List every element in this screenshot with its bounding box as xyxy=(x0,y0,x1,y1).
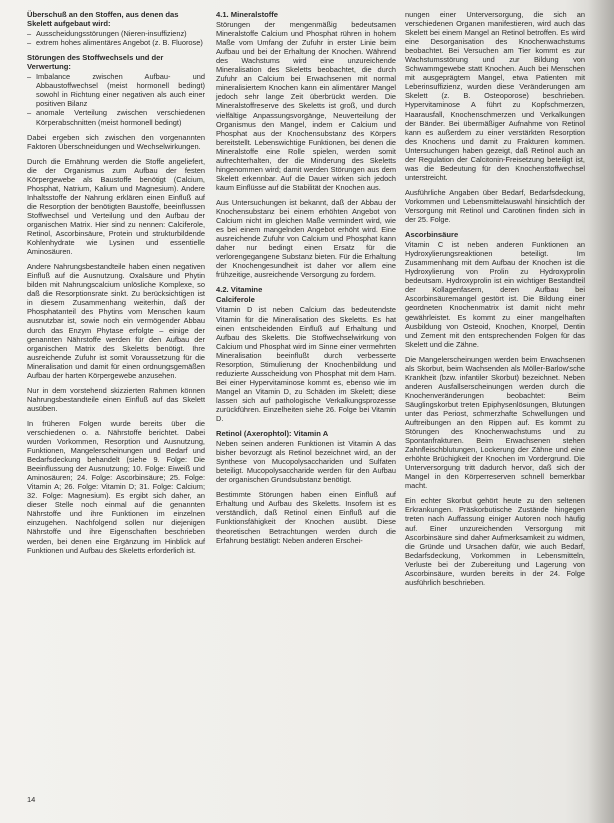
paragraph: In früheren Folgen wurde bereits über die verschiedenen o. a. Nährstoffe berichtet. Dabei wurden Vorkommen, Resorption und Ausnutzung, Funktionen, Mangelerscheinungen und Bedarf und Bedarfsdeckung behandelt (siehe 9. Folge: Die Beeinflussung der Ausnutzung; 10. Folge: Eiweiß und Aminosäuren; 24. Folge: Ascorbinsäure; 25. Folge: Vitamin A; 26. Folge: Vitamin D; 31. Folge: Calcium; 32. Folge: Magnesium). Es ergibt sich daher, an dieser Stelle noch einmal auf die genannten Nährstoffe und ihre Funktionen im einzelnen einzugehen. Nachfolgend sollen nur diejenigen Nährstoffe und ihre Eigenschaften beschrieben werden, bei denen eine Ergänzung im Hinblick auf Funktionen und Aufbau des Skeletts erforderlich ist. xyxy=(27,418,205,555)
paragraph: Störungen der mengenmäßig bedeutsamen Mineralstoffe Calcium und Phosphat rühren in hohem Maße vom Umfang der Zufuhr in erster Linie beim Aufbau und bei der Erhaltung der Knochen. Während des Wachstums wird eine unzureichende Mineralisation des Skeletts beobachtet, die durch Zufuhr an Calcium bei Erwachsenen mit normal mineralisiertem Knochen kann ein alimentärer Mangel jedoch sehr lange Zeit überbrückt werden. Die Mineralstoffreserve des Skeletts ist groß, und durch vielfältige Anpassungsvorgänge, Neuverteilung der Organismus den Mangel, indem er Calcium und Phosphat aus der Knochensubstanz des Körpers bereitstellt. Lebenswichtige Funktionen, bei denen die Mineralstoffe eine Rolle spielen, werden somit aufrechterhalten, der die Minderung des Skeletts hingenommen wird; damit werden Störungen aus dem Skelett erkennbar. Auf die Dauer wirken sich jedoch kaum Einflüsse auf die Stabilität der Knochen aus. xyxy=(216,20,396,192)
list-item: – Imbalance zwischen Aufbau- und Abbaustoffwechsel (meist hormonell bedingt) sowohl in Richtung einer negativen als auch einer positiven Bilanz xyxy=(27,72,205,108)
paragraph: Aus Untersuchungen ist bekannt, daß der Abbau der Knochensubstanz bei einem erhöhten Angebot von Calcium nicht im gleichen Maße vermindert wird, wie es bei einem mangelnden Angebot erhöht wird. Eine ausreichende Zufuhr von Calcium und Phosphat kann daher nur bedingt einen Ersatz für die verlorengegangene Substanz bieten. Für die Erhaltung der Knochengesundheit ist daher vor allem eine frühzeitige, ausreichende Versorgung zu fordern. xyxy=(216,197,396,280)
subheading-calciferole: Calciferole xyxy=(216,295,255,305)
section-heading-metabolism: Störungen des Stoffwechsels und der Verwertung: xyxy=(27,53,164,72)
section-heading-minerals: 4.1. Mineralstoffe xyxy=(216,10,279,19)
paragraph: nungen einer Unterversorgung, die sich an verschiedenen Organen manifestieren, wird auch das Skelett bei einem Mangel an Retinol betroffen. Es wird eine Desorganisation des Knochenwachstums beobachtet. Bei Versuchen am Tier kommt es zur Wachstumsstörung und zur Bildung von Schwammgewebe statt Knochen. Auch bei Menschen mit ausgeprägtem Mangel, etwa Patienten mit Leberinsuffizienz, wurden diese Veränderungen am Skelett (z. B. Osteoporose) beschrieben. Hypervitaminose A führt zu Kopfschmerzen, Haarausfall, Knochenschmerzen und Verkalkungen der Bänder. Bei übermäßiger Aufnahme von Retinol kann es außerdem zu einer verstärkten Resorption des Knochens und damit zu Frakturen kommen. Untersuchungen haben gezeigt, daß Retinol auch an der Regulation der Calcitonin-Freisetzung beteiligt ist, was die Bedeutung für den Knochenstoffwechsel unterstreicht. xyxy=(405,10,585,182)
paragraph: Durch die Ernährung werden die Stoffe angeliefert, die der Organismus zum Aufbau der festen Körpergewebe als Baustoffe benötigt (Calcium, Phosphat, Natrium, Kalium und Magnesium). Andere Inhaltsstoffe der Nahrung erklären einen Einfluß auf die Resorption der benötigten Baustoffe, beeinflussen Stoffwechsel und Verteilung und den Aufbau der organischen Matrix. Hier sind zu nennen: Calciferole, Retinol, Ascorbinsäure, Protein und strukturbildende Kohlenhydrate wie Lysinen und essentielle Aminosäuren. xyxy=(27,156,205,257)
metabolism-disorders-list xyxy=(27,72,205,126)
paragraph: Andere Nahrungsbestandteile haben einen negativen Einfluß auf die Ausnutzung. Oxalsäure und Phytin bilden mit Nahrungscalcium unlösliche Komplexe, so daß die Resorptionsrate sinkt. Zu berücksichtigen ist in diesem Zusammenhang weiterhin, daß der Phosphatanteil des Phytins vom Menschen kaum ausnutzbar ist, sowie noch ein vermögender Abbau durch das Enzym Phytase erfolgte – einige der genannten Nährstoffe werden für den Aufbau der organischen Matrix des Skeletts benötigt. Ihre ausreichende Zufuhr ist somit Voraussetzung für die Mineralisation und damit für einen ordnungsgemäßen Aufbau der harten Körpergewebe anzusehen. xyxy=(27,262,205,380)
paragraph: Vitamin C ist neben anderen Funktionen an Hydroxylierungsreaktionen beteiligt. Im Zusammenhang mit dem Aufbau der Knochen ist die Hydroxylierung von Prolin zu Hydroxyprolin bedeutsam. Hydroxyprolin ist ein wichtiger Bestandteil der Kollagenfasern, deren Aufbau bei Ascorbinsäuremangel gestört ist. Die Bildung einer geordneten Knochenmatrix ist damit nicht mehr gewährleistet. Es kommt zu einer mangelhaften Ausbildung von Osteoid, Knochen, Knorpel, Dentin und Zement mit den entsprechenden Folgen für das Skelett und die Zähne. xyxy=(405,240,585,349)
subheading-ascorbinsaeure: Ascorbinsäure xyxy=(405,230,459,240)
text-column-right xyxy=(405,10,585,593)
page-number: 14 xyxy=(27,795,36,804)
section-heading-overflow: Überschuß an den Stoffen, aus denen das Skelett aufgebaut wird: xyxy=(27,10,179,29)
overflow-causes-list xyxy=(27,29,205,47)
paragraph: Ein echter Skorbut gehört heute zu den seltenen Erkrankungen. Präskorbutische Zustände hingegen treten nach Auffassung einiger Autoren noch häufig auf. Einer unzureichenden Versorgung mit Ascorbinsäure sind daher Aufmerksamkeit zu widmen, die Gründe und Ursachen dafür, wie auch Bedarf, Bedarfsdeckung, Vorkommen in Lebensmitteln, Verluste bei der Zubereitung und Lagerung von Ascorbinsäure, wurden bereits in der 24. Folge ausführlich beschrieben. xyxy=(405,496,585,587)
paragraph: Dabei ergeben sich zwischen den vorgenannten Faktoren Überschneidungen und Wechselwirkungen. xyxy=(27,132,205,151)
text-column-left xyxy=(27,10,205,561)
paragraph: Die Mangelerscheinungen werden beim Erwachsenen als Skorbut, beim Wachsenden als Möller-Barlow'sche Krankheit (bzw. infantiler Skorbut) bezeichnet. Neben anderen Ausfallserscheinungen werden durch die Knochenveränderungen beobachtet: Beim Säuglingskorbut treten Epiphysenlösungen, Blutungen unter das Periost, schmerzhafte Schwellungen und Auftreibungen an den Rippen auf. Es kommt zu Störungen des Knochenwachstums und zu Spontanfrakturen. Beim Erwachsenen stehen Zahnfleischblutungen, Lockerung der Zähne und eine erhöhte Brüchigkeit der Knochen im Vordergrund. Die Unterversorgung tritt dadurch hervor, daß sich der Mangel in den Körperreserven schnell bemerkbar macht. xyxy=(405,354,585,491)
subheading-retinol: Retinol (Axerophtol): Vitamin A xyxy=(216,429,329,439)
paragraph: Nur in dem vorstehend skizzierten Rahmen können Nahrungsbestandteile einen Einfluß auf das Skelett ausüben. xyxy=(27,385,205,413)
list-item: – extrem hohes alimentäres Angebot (z. B. Fluorose) xyxy=(27,38,205,47)
list-item: – Ausscheidungsstörungen (Nieren-insuffizienz) xyxy=(27,29,205,38)
paragraph: Vitamin D ist neben Calcium das bedeutendste Vitamin für die Mineralisation des Skeletts. Es hat einen entscheidenden Einfluß auf Erhaltung und Aufbau des Skeletts. Die Stoffwechselwirkung von Calcium und Phosphat wird im Sinne einer vermehrten Mineralisation beeinflußt durch verbesserte Resorption, Stimulierung der Knochenbildung und reduzierte Ausscheidung von Phosphat mit dem Harn. Bei einer Hypervitaminose kommt es, ebenso wie im Mangel an Vitamin D, zu Schäden im Skelett; diese lassen sich auf pathologische Verkalkungsprozesse zurückführen. Einzelheiten siehe 26. Folge bei Vitamin D. xyxy=(216,305,396,424)
paragraph: Ausführliche Angaben über Bedarf, Bedarfsdeckung, Vorkommen und Lebensmittelauswahl hinsichtlich der Versorgung mit Retinol und Carotinen finden sich in der 25. Folge. xyxy=(405,187,585,225)
text-column-middle xyxy=(216,10,396,551)
section-heading-vitamins: 4.2. Vitamine xyxy=(216,285,263,295)
page-edge-shadow xyxy=(588,0,614,823)
paragraph: Bestimmte Störungen haben einen Einfluß auf Erhaltung und Aufbau des Skeletts. Insofern ist es verständlich, daß Retinol einen Einfluß auf die Funktionsfähigkeit der Knochen ausübt. Diese theoretischen Betrachtungen werden durch die Erfahrung bestätigt: Neben anderen Erschei- xyxy=(216,490,396,545)
paragraph: Neben seinen anderen Funktionen ist Vitamin A das bisher bevorzugt als Retinol bezeichnet wird, an der Synthese von Mucopolysacchariden und Sulfaten beteiligt. Mucopolysaccharide werden für den Aufbau der organischen Grundsubstanz benötigt. xyxy=(216,439,396,485)
list-item: – anomale Verteilung zwischen verschiedenen Körperabschnitten (meist hormonell bedingt) xyxy=(27,108,205,126)
